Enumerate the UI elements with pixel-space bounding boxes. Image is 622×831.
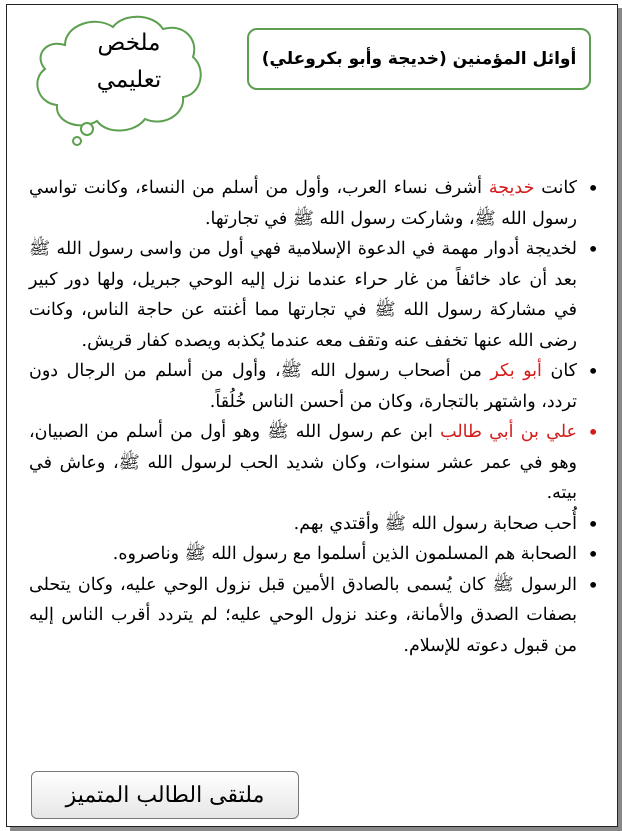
highlight-name: أبو بكر [490,361,542,381]
list-item [29,509,577,540]
footer-button[interactable]: ملتقى الطالب المتميز [31,771,299,819]
item-text: الصحابة هم المسلمون الذين أسلموا مع رسول الله ﷺ وناصروه. [112,544,577,564]
item-text-before: كان [541,361,577,381]
cloud-line-1: ملخص [97,30,161,56]
item-text: لخديجة أدوار مهمة في الدعوة الإسلامية فهي أول من واسى رسول الله ﷺ بعد أن عاد خائفاً من غار حراء عندما نزل إليه الوحي جبريل، ولها دور كبير في مشاركة رسول الله ﷺ في تجارتها مما أغنته عن حاجة الناس، وكانت رضى الله عنها تخفف عنه وتقف معه عندما يُكذبه ويصده كفار قريش. [29,239,577,351]
item-text: أشرف نساء العرب، وأول من أسلم من النساء، وكانت تواسي رسول الله ﷺ، وشاركت رسول الله ﷺ في تجارتها. [29,178,577,229]
list-item [29,173,577,234]
list-item [29,417,577,509]
cloud-line-2: تعليمي [96,67,162,93]
list-item [29,570,577,662]
highlight-name: علي بن أبي طالب [440,422,577,442]
item-text-before: كانت [534,178,577,198]
page-title: أوائل المؤمنين (خديجة وأبو بكروعلي) [261,49,577,69]
document-page [6,4,618,827]
title-box [247,28,591,90]
list-item [29,234,577,356]
item-text: الرسول ﷺ كان يُسمى بالصادق الأمين قبل نزول الوحي عليه، وكان يتحلى بصفات الصدق والأمانة، وعند نزول الوحي عليه؛ لم يتردد أقرب الناس إليه من قبول دعوته للإسلام. [29,574,577,656]
summary-content [29,173,599,661]
item-text: من أصحاب رسول الله ﷺ، وأول من أسلم من الرجال دون تردد، واشتهر بالتجارة، وكان من أحسن الناس خُلُقاً. [29,361,577,412]
list-item [29,356,577,417]
list-item [29,539,577,570]
item-text: ابن عم رسول الله ﷺ وهو أول من أسلم من الصبيان، وهو في عمر عشر سنوات، وكان شديد الحب لرسول الله ﷺ، وعاش في بيته. [29,422,577,503]
highlight-name: خديجة [488,178,535,198]
item-text: أُحب صحابة رسول الله ﷺ وأقتدي بهم. [293,513,577,534]
summary-cloud [25,11,205,151]
summary-list [29,173,599,661]
